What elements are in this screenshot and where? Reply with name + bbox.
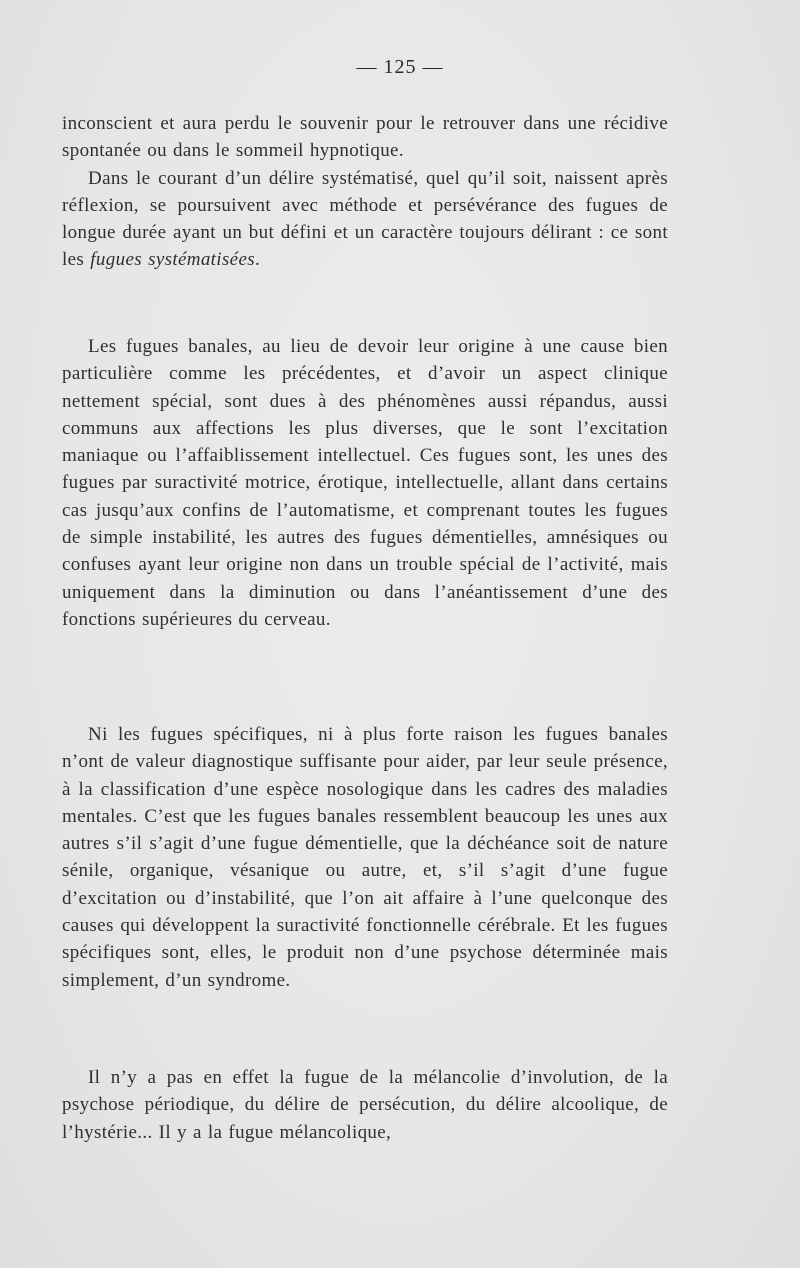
text-block-diagnostic xyxy=(62,721,668,994)
emphasis-term: fugues systématisées xyxy=(90,249,255,271)
paragraph-fugues-systematisees xyxy=(62,165,668,274)
text-block-bottom xyxy=(62,1064,668,1146)
paragraph-text-end: . xyxy=(255,249,261,271)
text-block-fugues-banales xyxy=(62,333,668,633)
paragraph-diagnostic: Ni les fugues spécifiques, ni à plus forte raison les fugues banales n’ont de valeur diagnostique suffisante pour aider, par leur seule présence, à la classification d’une espèce nosologique dans les cadres des maladies mentales. C’est que les fugues banales ressemblent beaucoup les unes aux autres s’il s’agit d’une fugue démentielle, que la déchéance soit de nature sénile, organique, vésanique ou autre, et, s’il s’agit d’une fugue d’excitation ou d’instabilité, que l’on ait affaire à l’une quelconque des causes qui développent la suractivité fonctionnelle cérébrale. Et les fugues spécifiques sont, elles, le produit non d’une psychose déterminée mais simplement, d’un syndrome. xyxy=(62,724,668,991)
paragraph-continuation: inconscient et aura perdu le souvenir pour le retrouver dans une récidive spontanée ou dans le sommeil hypnotique. xyxy=(62,113,668,162)
text-block-top xyxy=(62,110,668,274)
paragraph-text: Dans le courant d’un délire systématisé, quel qu’il soit, naissent après réflexion, se poursuivent avec méthode et persévérance des fugues de longue durée ayant un but défini et un caractère toujours délirant : ce sont les xyxy=(62,167,668,271)
page-number: — 125 — xyxy=(356,56,444,78)
paragraph-fugues-banales: Les fugues banales, au lieu de devoir leur origine à une cause bien particulière comme les précédentes, et d’avoir un aspect clinique nettement spécial, sont dues à des phénomènes aussi répandus, aussi communs aux affections les plus diverses, que le sont l’excitation maniaque ou l’affaiblissement intellectuel. Ces fugues sont, les unes des fugues par suractivité motrice, érotique, intellectuelle, allant dans certains cas jusqu’aux confins de l’automatisme, et comprenant toutes les fugues de simple instabilité, les autres des fugues démentielles, amnésiques ou confuses ayant leur origine non dans un trouble spécial de l’activité, mais uniquement dans la diminution ou dans l’anéantissement d’une des fonctions supérieures du cerveau. xyxy=(62,336,668,630)
paragraph-melancolie: Il n’y a pas en effet la fugue de la mélancolie d’involution, de la psychose périodique, du délire de persécution, du délire alcoolique, de l’hystérie... Il y a la fugue mélancolique, xyxy=(62,1067,668,1143)
